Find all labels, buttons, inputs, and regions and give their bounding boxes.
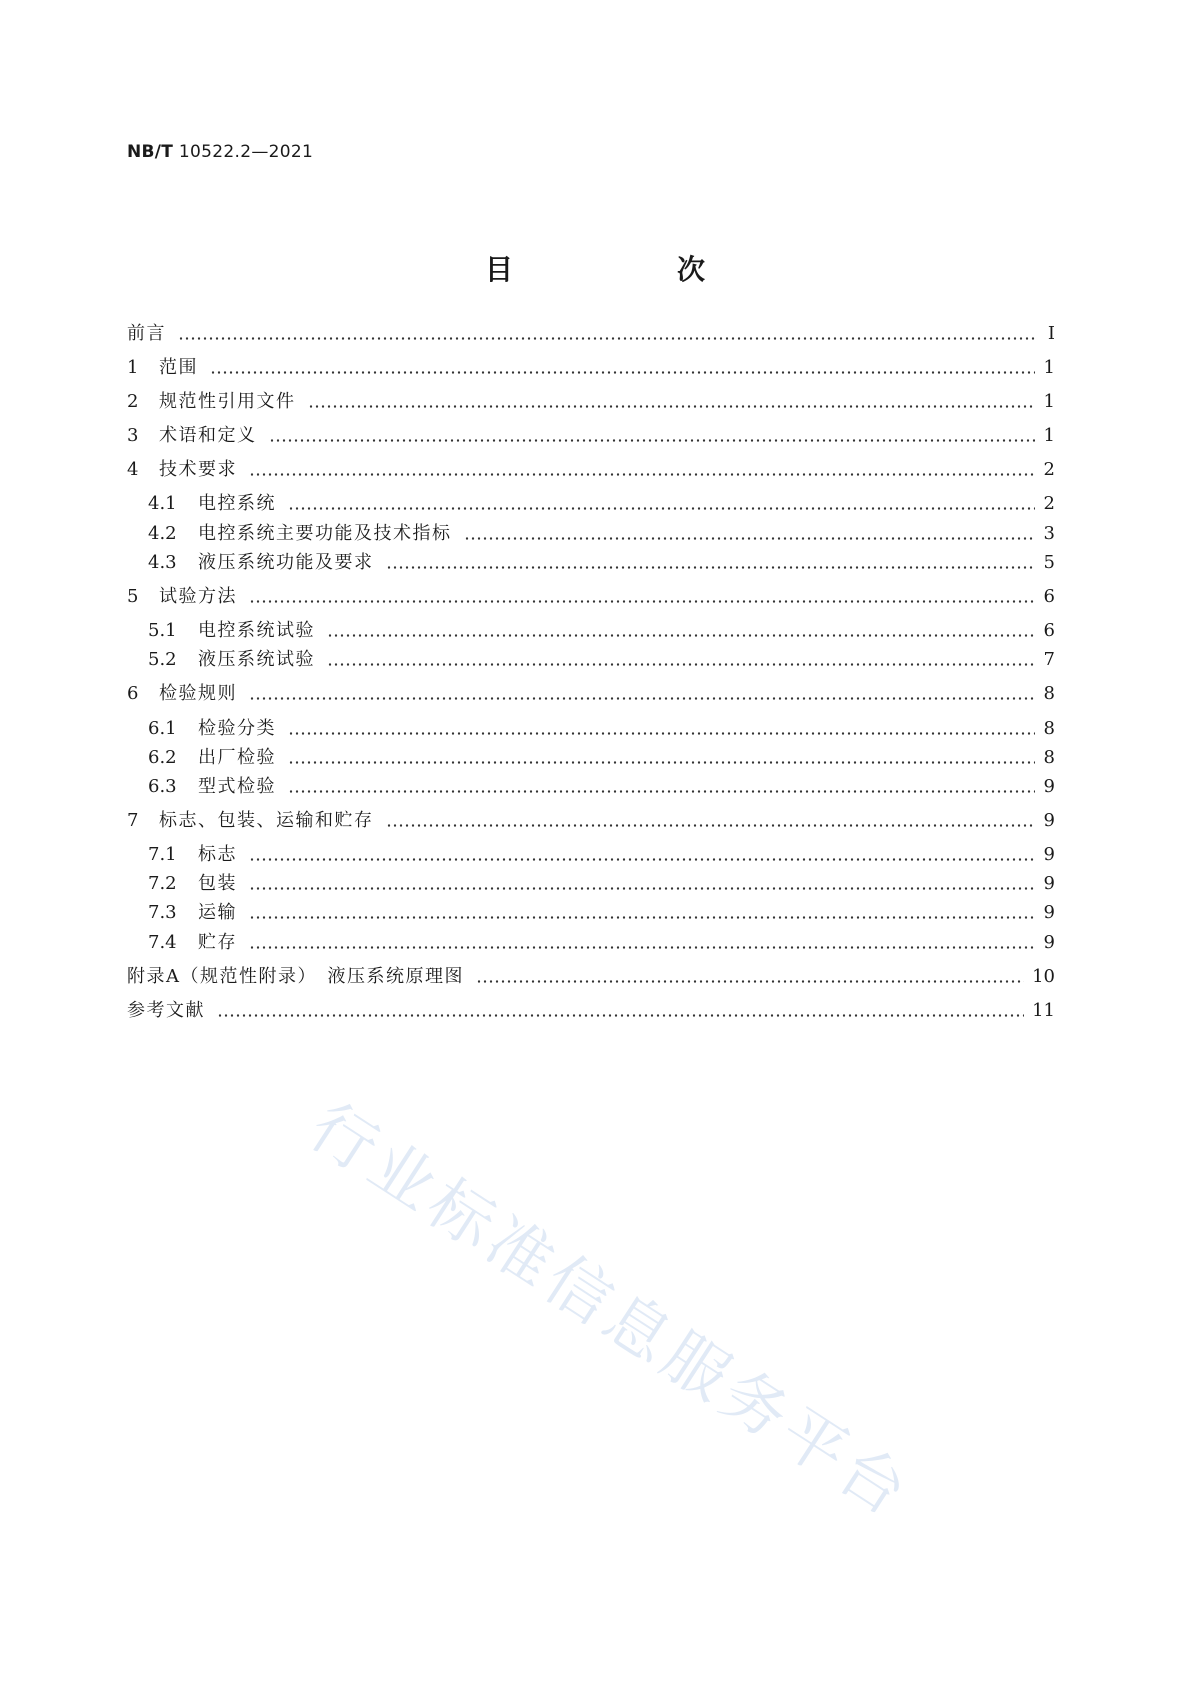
toc-entry-page: 9 [1043,776,1055,797]
toc-leader-dots [288,790,1035,793]
toc-entry-page: 2 [1043,493,1055,514]
toc-entry-label: 附录A（规范性附录） 液压系统原理图 [127,966,464,987]
toc-entry[interactable] [127,965,1055,989]
toc-entry-page: 6 [1043,620,1055,641]
toc-entry-label: 包装 [198,873,237,894]
document-code-number: 10522.2—2021 [178,142,314,162]
toc-entry-page: 9 [1043,902,1055,923]
toc-entry-label: 运输 [198,902,237,923]
toc-leader-dots [288,732,1035,735]
toc-entry-label: 标志、包装、运输和贮存 [159,810,374,831]
toc-entry-number: 7.4 [148,932,177,953]
toc-entry-number: 2 [127,391,139,412]
toc-entry-number: 4 [127,459,139,480]
toc-entry-label: 液压系统功能及要求 [198,552,374,573]
watermark: 行业标准信息服务平台 [296,1090,924,1534]
toc-entry-page: 7 [1043,649,1055,670]
toc-entry[interactable] [127,390,1055,414]
toc-entry-label: 标志 [198,844,237,865]
toc-entry-label: 试验方法 [159,586,237,607]
toc-entry-label: 技术要求 [159,459,237,480]
toc-entry-number: 6 [127,683,139,704]
toc-entry-label: 术语和定义 [159,425,257,446]
toc-entry[interactable] [127,682,1055,706]
toc-entry[interactable] [148,551,1055,575]
toc-entry-page: 3 [1043,523,1055,544]
toc-leader-dots [288,761,1035,764]
toc-entry[interactable] [148,522,1055,546]
toc-entry[interactable] [127,585,1055,609]
toc-entry-number: 7.3 [148,902,177,923]
toc-leader-dots [249,858,1035,861]
toc-leader-dots [476,980,1024,983]
toc-entry-label: 液压系统试验 [198,649,315,670]
toc-leader-dots [308,405,1036,408]
toc-entry[interactable] [127,809,1055,833]
toc-entry[interactable] [148,901,1055,925]
toc-entry-label: 电控系统主要功能及技术指标 [198,523,452,544]
toc-entry-page: 10 [1032,966,1055,987]
toc-entry-number: 5 [127,586,139,607]
toc-entry[interactable] [127,999,1055,1023]
toc-entry-page: 9 [1043,932,1055,953]
toc-leader-dots [327,663,1035,666]
toc-entry-label: 范围 [159,357,198,378]
toc-entry[interactable] [148,843,1055,867]
toc-entry-number: 6.1 [148,718,177,739]
toc-entry-page: 6 [1043,586,1055,607]
toc-entry[interactable] [148,931,1055,955]
toc-entry-page: 1 [1043,357,1055,378]
toc-entry[interactable] [148,717,1055,741]
toc-entry-label: 型式检验 [198,776,276,797]
toc-entry-number: 3 [127,425,139,446]
toc-entry-label: 贮存 [198,932,237,953]
toc-leader-dots [288,507,1035,510]
toc-entry-number: 4.1 [148,493,177,514]
toc-entry-label: 规范性引用文件 [159,391,296,412]
toc-entry-page: 8 [1043,747,1055,768]
toc-entry[interactable] [127,424,1055,448]
toc-entry-number: 1 [127,357,139,378]
toc-entry-number: 6.3 [148,776,177,797]
toc-entry-label: 出厂检验 [198,747,276,768]
toc-entry-label: 前言 [127,323,166,344]
toc-leader-dots [249,600,1035,603]
toc-leader-dots [249,887,1035,890]
toc-entry-label: 参考文献 [127,1000,205,1021]
toc-entry-number: 5.1 [148,620,177,641]
toc-entry[interactable] [127,322,1055,346]
toc-leader-dots [269,439,1036,442]
toc-entry-page: 2 [1043,459,1055,480]
toc-entry[interactable] [148,648,1055,672]
toc-leader-dots [327,634,1035,637]
toc-entry-page: 9 [1043,844,1055,865]
toc-entry-number: 7.2 [148,873,177,894]
toc-leader-dots [464,537,1036,540]
toc-entry-number: 7 [127,810,139,831]
toc-entry-page: 9 [1043,873,1055,894]
toc-entry-label: 电控系统试验 [198,620,315,641]
toc-entry[interactable] [148,872,1055,896]
toc-leader-dots [217,1014,1024,1017]
document-code-prefix: NB/T [127,142,174,162]
toc-entry-number: 5.2 [148,649,177,670]
toc-leader-dots [249,916,1035,919]
toc-entry[interactable] [127,458,1055,482]
toc-entry-page: 8 [1043,718,1055,739]
toc-entry[interactable] [148,775,1055,799]
toc-entry-page: 1 [1043,425,1055,446]
toc-leader-dots [386,566,1036,569]
toc-leader-dots [386,824,1036,827]
toc-entry-page: 1 [1043,391,1055,412]
toc-entry-page: 9 [1043,810,1055,831]
toc-entry-label: 检验分类 [198,718,276,739]
toc-entry-page: 8 [1043,683,1055,704]
toc-entry-label: 电控系统 [198,493,276,514]
toc-title: 目 次 [484,253,773,286]
toc-entry[interactable] [148,492,1055,516]
toc-entry-number: 4.3 [148,552,177,573]
toc-entry[interactable] [148,746,1055,770]
toc-entry[interactable] [148,619,1055,643]
toc-entry-page: 5 [1043,552,1055,573]
toc-entry-number: 4.2 [148,523,177,544]
toc-leader-dots [210,371,1035,374]
toc-entry-label: 检验规则 [159,683,237,704]
toc-entry-number: 7.1 [148,844,177,865]
toc-entry-page: Ⅰ [1047,323,1055,344]
toc-leader-dots [249,697,1035,700]
toc-entry[interactable] [127,356,1055,380]
toc-leader-dots [249,473,1035,476]
toc-entry-number: 6.2 [148,747,177,768]
toc-leader-dots [178,337,1035,340]
toc-leader-dots [249,946,1035,949]
toc-entry-page: 11 [1032,1000,1055,1021]
